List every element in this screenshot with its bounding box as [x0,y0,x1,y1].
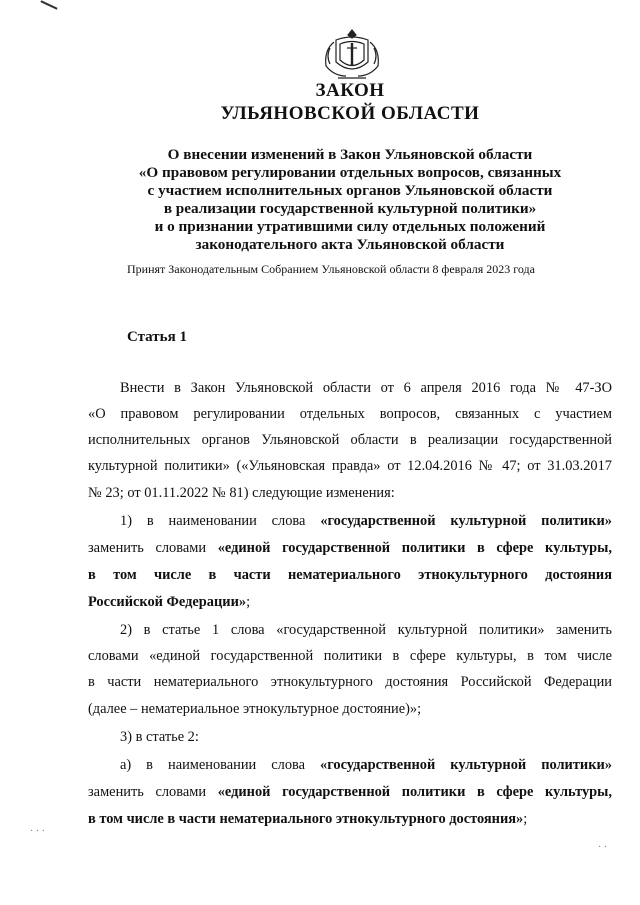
coat-of-arms-emblem [316,26,388,82]
list-item-line: заменить словами «единой государственной политики в сфере культуры, [88,784,612,800]
list-item-line: а) в наименовании слова «государственной культурной политики» [120,757,612,773]
list-item-line: в том числе в части нематериального этнокультурного достояния»; [88,811,528,827]
scan-mark: · · · [30,826,45,837]
list-item-line: (далее – нематериальное этнокультурное достояние)»; [88,701,422,717]
list-item-line: словами «единой государственной политики в сфере культуры, в том числе [88,648,612,664]
list-item-heading: 3) в статье 2: [120,729,199,745]
list-item-line: заменить словами «единой государственной политики в сфере культуры, [88,540,612,556]
scan-mark [40,0,57,9]
subject-line: и о признании утратившими силу отдельных положений [154,218,546,235]
list-item-line: в части нематериального этнокультурного достояния Российской Федерации [88,674,612,690]
subject-line: «О правовом регулировании отдельных вопросов, связанных [138,164,562,181]
subject-line: в реализации государственной культурной политики» [163,200,537,217]
list-item-line: 1) в наименовании слова «государственной культурной политики» [120,513,612,529]
paragraph-line: № 23; от 01.11.2022 № 81) следующие изменения: [88,485,395,501]
list-item-line: в том числе в части нематериального этнокультурного достояния [88,567,612,583]
scan-mark: · · [598,842,608,853]
paragraph-line: «О правовом регулировании отдельных вопросов, связанных с участием [88,406,612,422]
subject-line: О внесении изменений в Закон Ульяновской области [167,146,533,163]
article-heading: Статья 1 [127,329,187,345]
list-item-line: 2) в статье 1 слова «государственной культурной политики» заменить [120,622,612,638]
law-subject [0,146,640,254]
paragraph-line: культурной политики» («Ульяновская правда» от 12.04.2016 № 47; от 31.03.2017 [88,458,612,474]
list-item-line: Российской Федерации»; [88,594,251,610]
adoption-note: Принят Законодательным Собранием Ульяновской области 8 февраля 2023 года [127,262,535,276]
law-title: ЗАКОН [315,80,385,101]
subject-line: с участием исполнительных органов Ульяновской области [147,182,553,199]
subject-line: законодательного акта Ульяновской области [195,236,505,253]
paragraph-line: Внести в Закон Ульяновской области от 6 апреля 2016 года № 47-ЗО [120,380,612,396]
law-region: УЛЬЯНОВСКОЙ ОБЛАСТИ [220,103,480,124]
paragraph-line: исполнительных органов Ульяновской области в реализации государственной [88,432,612,448]
